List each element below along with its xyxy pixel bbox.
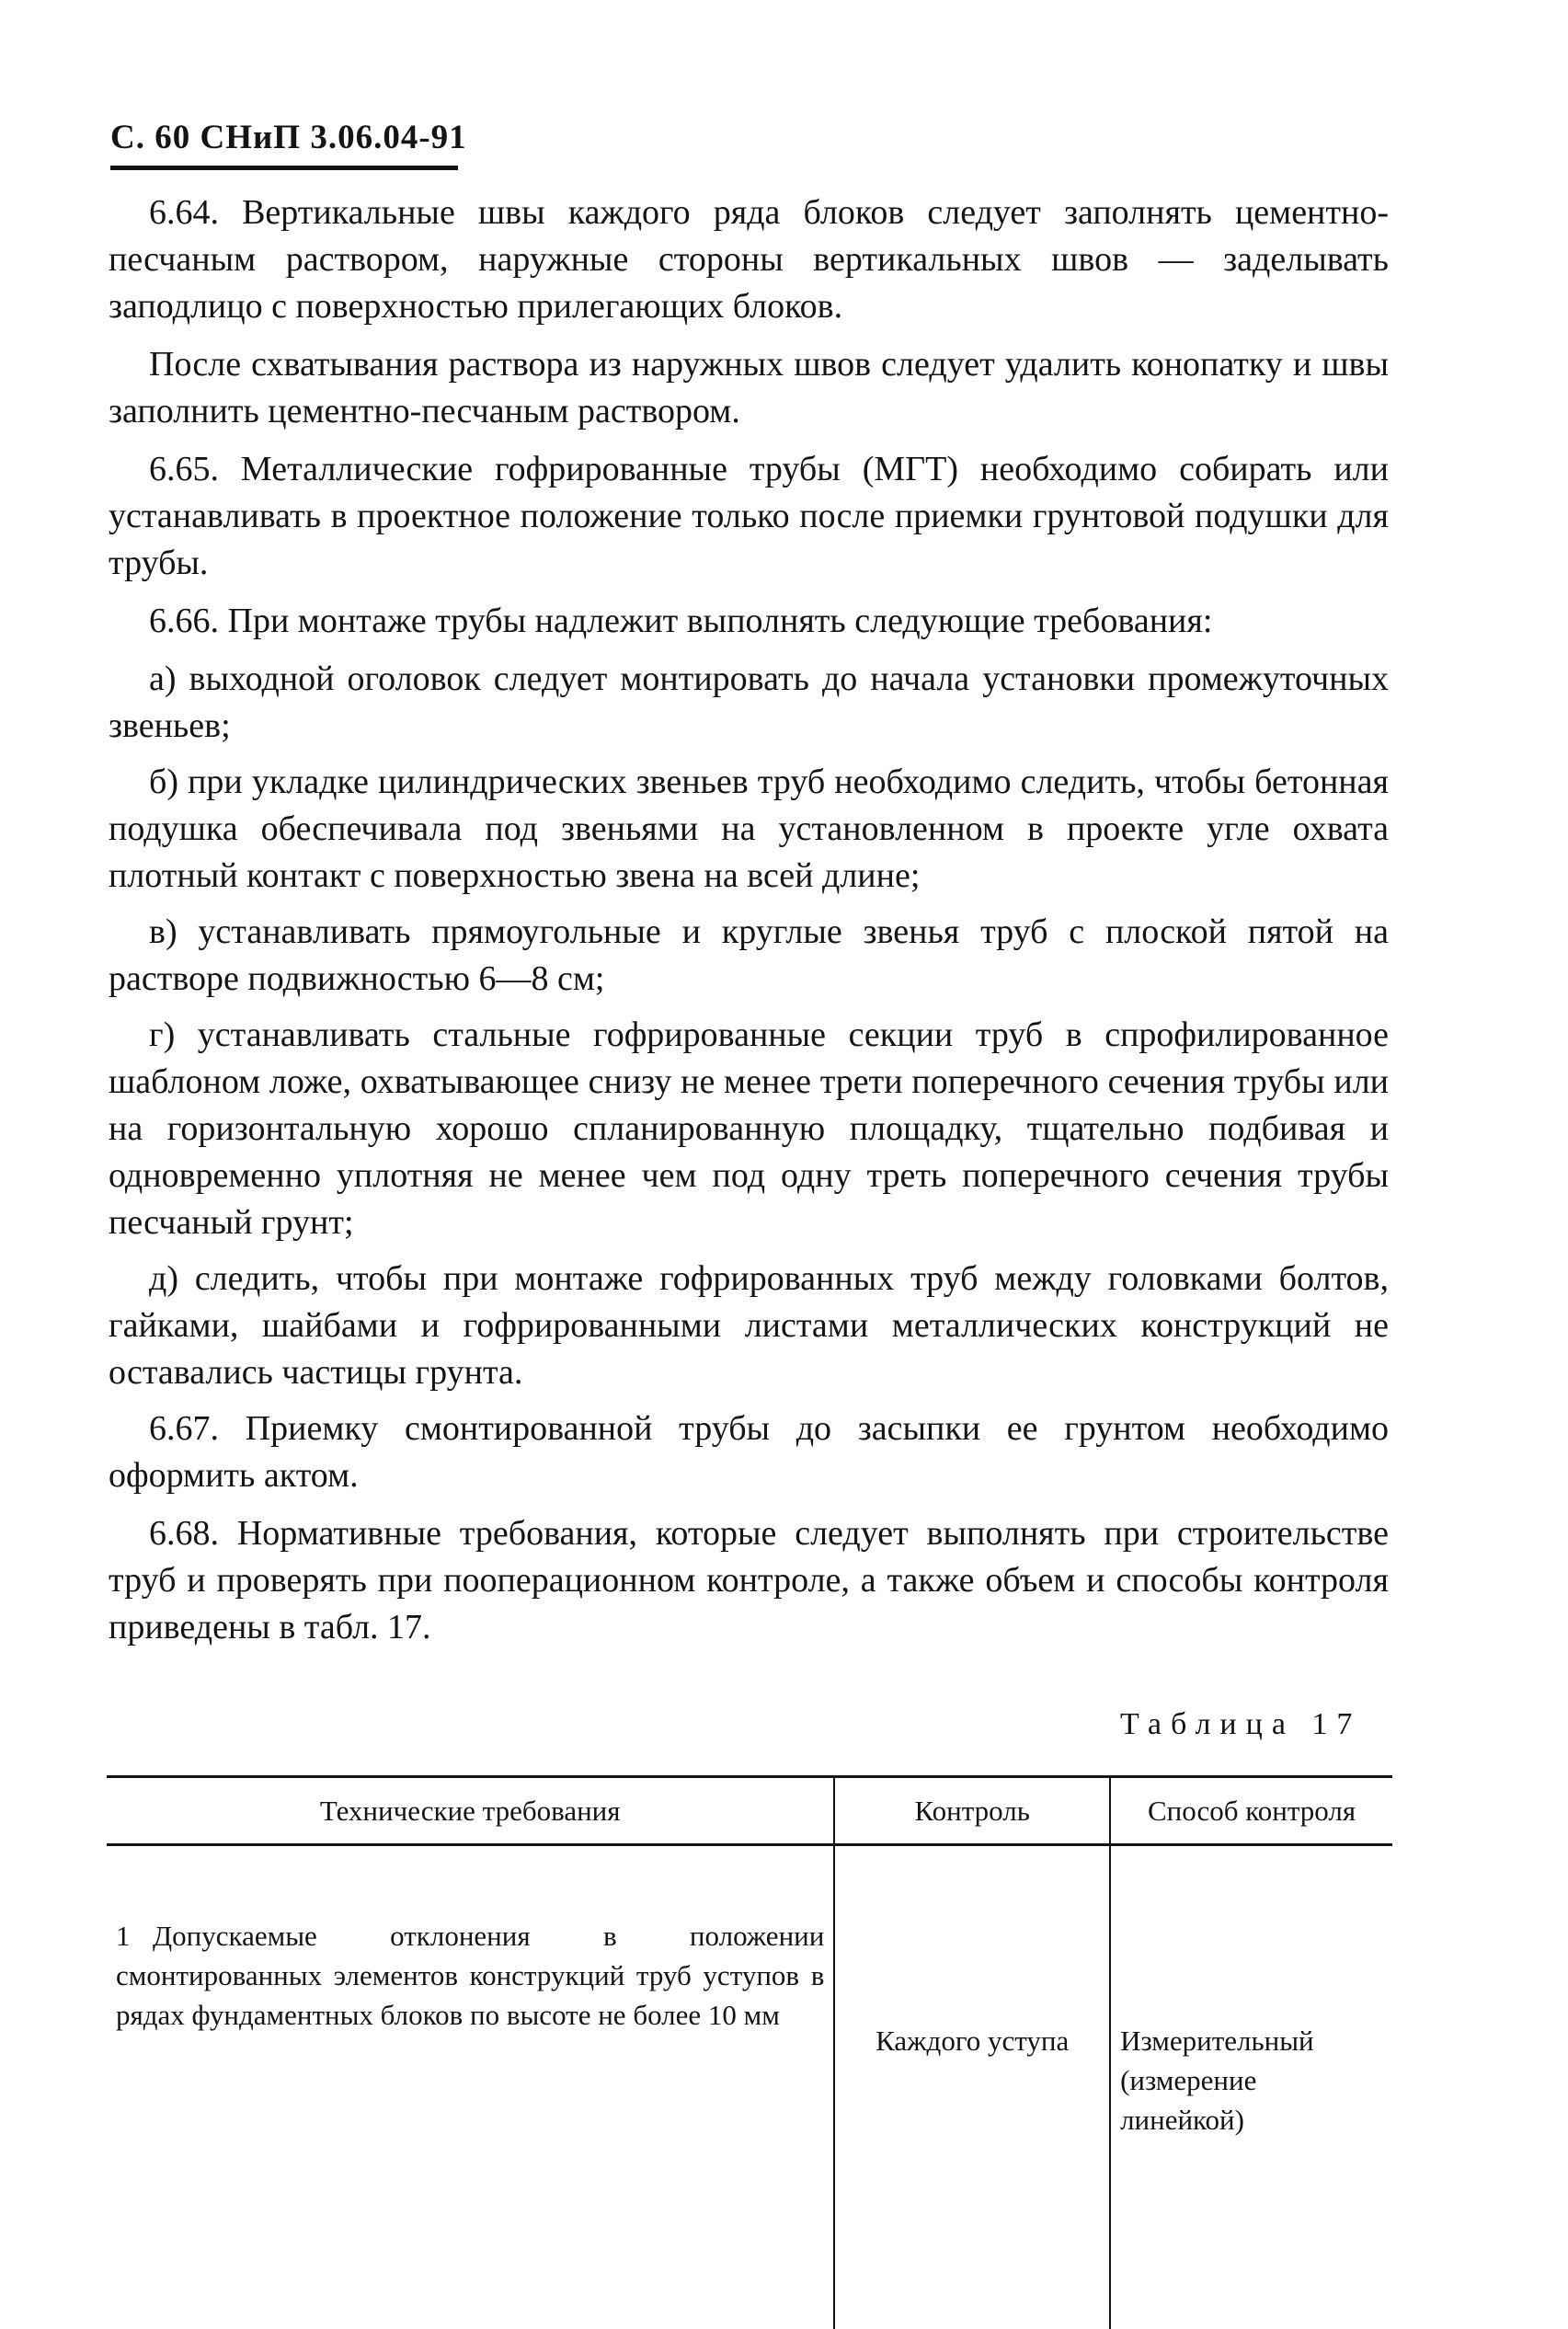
paragraph-6-66: 6.66. При монтаже трубы надлежит выполнять следующие требования: [109, 598, 1389, 645]
table-header-row [107, 1777, 1392, 1845]
paragraph-6-66-d: д) следить, чтобы при монтаже гофрированных труб между головками болтов, гайками, шайбами и гофрированными листами металлических конструкций не оставались частицы грунта. [109, 1256, 1389, 1396]
control-cell: Каждого уступа [834, 1845, 1110, 2329]
column-header-requirements: Технические требования [107, 1777, 834, 1845]
paragraph-6-66-g: г) устанавливать стальные гофрированные секции труб в спрофилированное шаблоном ложе, охватывающее снизу не менее трети поперечного сечения трубы или на горизонтальную хорошо спланированную площадку, тщательно подбивая и одновременно уплотняя не менее чем под одну треть поперечного сечения трубы песчаный грунт; [109, 1012, 1389, 1246]
header-underline [110, 166, 458, 170]
document-body [109, 189, 1389, 1662]
column-header-control: Контроль [834, 1777, 1110, 1845]
page-header: С. 60 СНиП 3.06.04-91 [110, 118, 467, 157]
column-header-method: Способ контроля [1110, 1777, 1392, 1845]
method-cell: Измерительный (измерение линейкой) [1110, 1845, 1392, 2329]
paragraph-6-67: 6.67. Приемку смонтированной трубы до засыпки ее грунтом необходимо оформить актом. [109, 1405, 1389, 1499]
table-caption: Таблица 17 [1120, 1707, 1361, 1742]
table-row [107, 1845, 1392, 2329]
paragraph-6-68: 6.68. Нормативные требования, которые следует выполнять при строительстве труб и проверять при пооперационном контроле, а также объем и способы контроля приведены в табл. 17. [109, 1510, 1389, 1651]
paragraph-6-66-b: б) при укладке цилиндрических звеньев труб необходимо следить, чтобы бетонная подушка обеспечивала под звеньями на установленном в проекте угле охвата плотный контакт с поверхностью звена на всей длине; [109, 759, 1389, 900]
paragraph-6-66-a: а) выходной оголовок следует монтировать до начала установки промежуточных звеньев; [109, 656, 1389, 750]
paragraph-6-66-v: в) устанавливать прямоугольные и круглые звенья труб с плоской пятой на растворе подвижностью 6—8 см; [109, 909, 1389, 1003]
requirement-cell [107, 1845, 834, 2329]
requirements-table [107, 1775, 1392, 2329]
row-number: 1 [116, 1916, 153, 1956]
paragraph-6-64-cont: После схватывания раствора из наружных швов следует удалить конопатку и швы заполнить цементно-песчаным раствором. [109, 341, 1389, 435]
requirement-text: Допускаемые отклонения в положении смонтированных элементов конструкций труб уступов в рядах фундаментных блоков по высоте не более 10 мм [116, 1920, 824, 2031]
paragraph-6-65: 6.65. Металлические гофрированные трубы (МГТ) необходимо собирать или устанавливать в проектное положение только после приемки грунтовой подушки для трубы. [109, 446, 1389, 587]
paragraph-6-64: 6.64. Вертикальные швы каждого ряда блоков следует заполнять цементно-песчаным раствором, наружные стороны вертикальных швов — заделывать заподлицо с поверхностью прилегающих блоков. [109, 189, 1389, 330]
